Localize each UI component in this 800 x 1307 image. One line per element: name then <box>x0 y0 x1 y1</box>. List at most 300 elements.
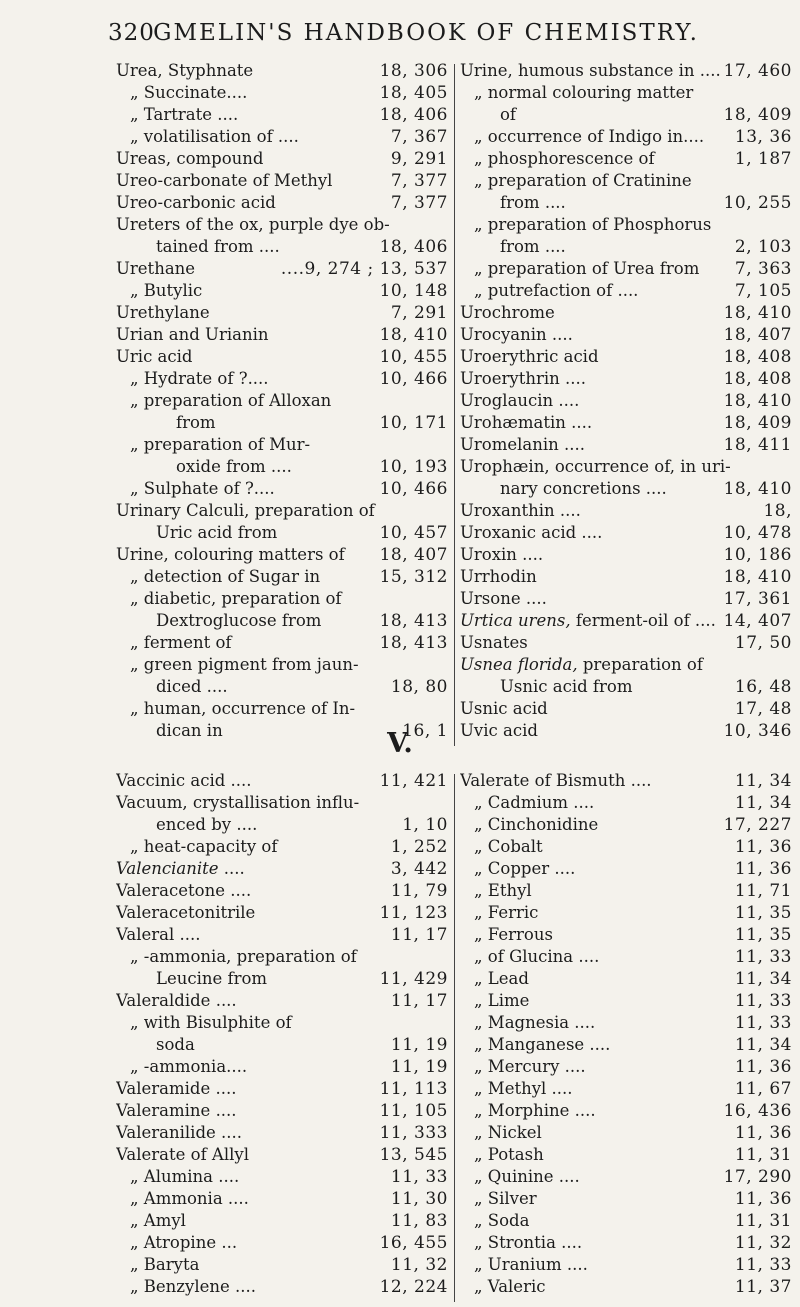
index-entry-term: „ Atropine ... <box>130 1233 238 1252</box>
index-entry <box>116 214 448 236</box>
index-entry-reference: 11, 33 <box>734 991 792 1011</box>
index-entry-term: Uric acid from <box>156 523 278 542</box>
index-entry <box>116 500 448 522</box>
index-entry <box>460 770 792 792</box>
index-entry-reference: 7, 367 <box>390 127 448 147</box>
index-entry-term: „ Strontia .... <box>474 1233 583 1252</box>
index-entry-reference: 18, 408 <box>723 347 792 367</box>
index-entry <box>116 478 448 500</box>
index-entry-term: „ preparation of Mur- <box>130 435 311 454</box>
index-entry <box>116 148 448 170</box>
index-entry-term: „ diabetic, preparation of <box>130 589 342 608</box>
index-entry-reference: 11, 31 <box>734 1145 792 1165</box>
index-entry-term: of <box>500 105 517 124</box>
index-entry-reference: 10, 193 <box>379 457 448 477</box>
index-entry <box>116 192 448 214</box>
index-entry-reference: 10, 478 <box>723 523 792 543</box>
index-entry-term: „ Silver <box>474 1189 537 1208</box>
index-entry-term: Urea, Styphnate <box>116 61 254 80</box>
column-divider <box>454 64 455 746</box>
index-entry <box>460 390 792 412</box>
index-entry-term: „ detection of Sugar in <box>130 567 321 586</box>
index-entry <box>460 1166 792 1188</box>
index-entry <box>460 946 792 968</box>
index-entry-reference: 7, 291 <box>390 303 448 323</box>
index-entry <box>116 1254 448 1276</box>
index-entry-reference: 11, 429 <box>379 969 448 989</box>
index-entry-term: „ occurrence of Indigo in.... <box>474 127 705 146</box>
index-entry-reference: 18, 411 <box>723 435 792 455</box>
index-entry <box>460 280 792 302</box>
index-entry-reference: 10, 186 <box>723 545 792 565</box>
index-entry <box>116 632 448 654</box>
index-entry-term: „ preparation of Phosphorus <box>474 215 712 234</box>
index-entry <box>116 126 448 148</box>
index-entry <box>460 236 792 258</box>
index-entry <box>116 412 448 434</box>
index-entry-term: Leucine from <box>156 969 268 988</box>
index-column-left <box>116 770 448 1298</box>
index-entry-term: „ Methyl .... <box>474 1079 573 1098</box>
index-entry <box>460 1144 792 1166</box>
index-entry-reference: 16, 1 <box>402 721 448 741</box>
index-entry-reference: 3, 442 <box>390 859 448 879</box>
index-entry-term: Uvic acid <box>460 721 538 740</box>
index-entry-reference: 7, 377 <box>390 193 448 213</box>
index-entry <box>116 858 448 880</box>
index-entry-reference: 17, 50 <box>734 633 792 653</box>
index-entry <box>460 588 792 610</box>
index-entry-reference: 18, 410 <box>723 391 792 411</box>
index-entry-term: „ normal colouring matter <box>474 83 694 102</box>
index-entry-term: Valeral .... <box>116 925 201 944</box>
index-entry-term: „ human, occurrence of In- <box>130 699 356 718</box>
index-entry-reference: 18, 405 <box>379 83 448 103</box>
index-entry-reference: 11, 17 <box>390 925 448 945</box>
index-entry-term: „ phosphorescence of <box>474 149 655 168</box>
index-entry-reference: 10, 148 <box>379 281 448 301</box>
index-entry-reference: 16, 48 <box>734 677 792 697</box>
index-entry <box>116 770 448 792</box>
index-entry-reference: 11, 35 <box>734 903 792 923</box>
index-entry <box>460 698 792 720</box>
index-entry-reference: 10, 255 <box>723 193 792 213</box>
index-entry-term: Valeramine .... <box>116 1101 237 1120</box>
index-entry-reference: 18, 410 <box>723 567 792 587</box>
index-entry-term: Dextroglucose from <box>156 611 322 630</box>
index-entry <box>460 478 792 500</box>
index-entry <box>116 1034 448 1056</box>
index-entry-reference: 2, 103 <box>734 237 792 257</box>
index-entry-reference: 14, 407 <box>723 611 792 631</box>
index-entry <box>460 544 792 566</box>
index-entry-term: „ -ammonia, preparation of <box>130 947 357 966</box>
index-entry <box>116 610 448 632</box>
running-title: GMELIN'S HANDBOOK OF CHEMISTRY. <box>153 20 699 46</box>
index-entry <box>116 924 448 946</box>
index-entry <box>116 302 448 324</box>
index-entry-term: Ureters of the ox, purple dye ob- <box>116 215 390 234</box>
index-entry-term: „ of Glucina .... <box>474 947 600 966</box>
index-entry-term: „ putrefaction of .... <box>474 281 639 300</box>
index-section-u <box>116 60 792 741</box>
index-entry <box>116 324 448 346</box>
index-entry-term: soda <box>156 1035 195 1054</box>
index-entry-term: enced by .... <box>156 815 258 834</box>
index-entry-term: „ Lime <box>474 991 530 1010</box>
index-entry-reference: 17, 48 <box>734 699 792 719</box>
index-entry <box>116 814 448 836</box>
index-entry-term: „ Ethyl <box>474 881 532 900</box>
index-entry-term: from .... <box>500 237 566 256</box>
index-entry <box>460 1254 792 1276</box>
index-entry <box>116 588 448 610</box>
index-entry-term: „ Mercury .... <box>474 1057 586 1076</box>
index-entry <box>460 1100 792 1122</box>
index-entry-term: diced .... <box>156 677 228 696</box>
index-entry <box>116 544 448 566</box>
index-entry-term: Urrhodin <box>460 567 537 586</box>
index-entry-term: „ preparation of Cratinine <box>474 171 692 190</box>
index-entry <box>460 1078 792 1100</box>
index-entry-term: „ green pigment from jaun- <box>130 655 359 674</box>
index-entry <box>116 1056 448 1078</box>
index-entry-term: Valencianite .... <box>116 859 245 878</box>
index-entry-term: Ureo-carbonate of Methyl <box>116 171 333 190</box>
index-entry <box>116 522 448 544</box>
index-entry-reference: 11, 35 <box>734 925 792 945</box>
index-entry <box>460 192 792 214</box>
index-entry-term: Urocyanin .... <box>460 325 573 344</box>
index-entry <box>460 610 792 632</box>
index-entry-term: „ Quinine .... <box>474 1167 580 1186</box>
index-entry-reference: 11, 32 <box>390 1255 448 1275</box>
index-entry-term: Urethylane <box>116 303 210 322</box>
index-entry-term: „ Potash <box>474 1145 544 1164</box>
index-entry-reference: 11, 33 <box>390 1167 448 1187</box>
index-entry <box>460 82 792 104</box>
index-entry-reference: 11, 34 <box>734 771 792 791</box>
index-entry <box>116 82 448 104</box>
index-entry-reference: 11, 17 <box>390 991 448 1011</box>
index-entry-reference: 11, 33 <box>734 1013 792 1033</box>
index-entry-reference: 18, 406 <box>379 105 448 125</box>
index-entry <box>116 104 448 126</box>
index-entry-term: „ volatilisation of .... <box>130 127 299 146</box>
index-entry-term: „ preparation of Urea from <box>474 259 700 278</box>
index-entry <box>460 346 792 368</box>
index-entry <box>460 1122 792 1144</box>
index-entry <box>116 456 448 478</box>
index-entry <box>460 1232 792 1254</box>
index-entry-reference: 18, 408 <box>723 369 792 389</box>
index-entry-term: „ preparation of Alloxan <box>130 391 332 410</box>
index-entry-term: „ Ammonia .... <box>130 1189 249 1208</box>
index-entry-term: Valerate of Allyl <box>116 1145 249 1164</box>
index-entry <box>116 280 448 302</box>
index-entry <box>460 258 792 280</box>
index-entry-reference: 11, 36 <box>734 1123 792 1143</box>
index-entry-reference: 10, 466 <box>379 369 448 389</box>
index-entry-reference: 18, 410 <box>379 325 448 345</box>
index-entry-term: from <box>176 413 216 432</box>
index-entry-reference: 11, 36 <box>734 837 792 857</box>
index-entry-reference: 16, 455 <box>379 1233 448 1253</box>
index-entry <box>116 880 448 902</box>
index-entry-reference: 10, 455 <box>379 347 448 367</box>
index-entry-term: Urine, humous substance in .... <box>460 61 721 80</box>
index-entry <box>460 676 792 698</box>
index-entry-term: Uromelanin .... <box>460 435 586 454</box>
index-entry-term: Usnates <box>460 633 528 652</box>
index-entry <box>116 792 448 814</box>
index-entry <box>460 1012 792 1034</box>
index-entry-term: „ Tartrate .... <box>130 105 239 124</box>
index-entry-reference: 11, 83 <box>390 1211 448 1231</box>
index-entry <box>460 1056 792 1078</box>
index-entry <box>116 990 448 1012</box>
index-entry-term: Valeranilide .... <box>116 1123 243 1142</box>
index-entry <box>116 698 448 720</box>
index-entry-reference: 7, 363 <box>734 259 792 279</box>
index-entry-reference: 11, 333 <box>379 1123 448 1143</box>
index-entry-term: Vacuum, crystallisation influ- <box>116 793 360 812</box>
index-entry-reference: 1, 10 <box>402 815 448 835</box>
index-entry-reference: 11, 67 <box>734 1079 792 1099</box>
index-entry-term: „ heat-capacity of <box>130 837 278 856</box>
index-entry-term: Valerate of Bismuth .... <box>460 771 652 790</box>
page-number: 320 <box>108 20 155 46</box>
index-entry <box>116 946 448 968</box>
index-entry <box>116 170 448 192</box>
index-entry-term: „ Amyl <box>130 1211 186 1230</box>
index-entry <box>116 258 448 280</box>
index-entry-term: Valeraldide .... <box>116 991 237 1010</box>
index-entry <box>460 302 792 324</box>
index-entry-term: Usnic acid from <box>500 677 633 696</box>
index-entry-term: Uroxanic acid .... <box>460 523 603 542</box>
index-entry-term: Urian and Urianin <box>116 325 269 344</box>
index-entry <box>460 1210 792 1232</box>
index-entry-term: Uroerythric acid <box>460 347 599 366</box>
index-entry-reference: 11, 123 <box>379 903 448 923</box>
index-entry-term: „ Lead <box>474 969 529 988</box>
index-column-left <box>116 60 448 742</box>
index-entry-term: Urophæin, occurrence of, in uri- <box>460 457 731 476</box>
index-entry-reference: 18, 413 <box>379 633 448 653</box>
index-entry-term: Usnic acid <box>460 699 548 718</box>
index-entry-reference: 10, 346 <box>723 721 792 741</box>
index-entry <box>116 836 448 858</box>
index-entry <box>460 836 792 858</box>
index-column-right <box>460 60 792 742</box>
index-entry-reference: 18, 80 <box>390 677 448 697</box>
index-entry <box>116 566 448 588</box>
index-entry <box>460 1188 792 1210</box>
index-entry-reference: 11, 37 <box>734 1277 792 1297</box>
index-entry-reference: 11, 421 <box>379 771 448 791</box>
index-entry-reference: 17, 227 <box>723 815 792 835</box>
index-entry-term: „ Copper .... <box>474 859 576 878</box>
index-entry-term: „ Cadmium .... <box>474 793 595 812</box>
index-entry-reference: 18, 410 <box>723 479 792 499</box>
index-entry-term: Ureas, compound <box>116 149 264 168</box>
index-entry-reference: 7, 377 <box>390 171 448 191</box>
index-entry <box>116 390 448 412</box>
index-entry-reference: 11, 19 <box>390 1057 448 1077</box>
index-entry <box>116 1166 448 1188</box>
index-entry-term: Urohæmatin .... <box>460 413 593 432</box>
index-entry-reference: ....9, 274 ; 13, 537 <box>280 259 448 279</box>
index-entry-reference: 17, 361 <box>723 589 792 609</box>
index-entry-reference: 13, 36 <box>734 127 792 147</box>
index-entry-term: Ureo-carbonic acid <box>116 193 276 212</box>
index-entry-reference: 16, 436 <box>723 1101 792 1121</box>
index-entry-term: „ Butylic <box>130 281 203 300</box>
index-entry-term: Uroerythrin .... <box>460 369 586 388</box>
index-entry <box>460 924 792 946</box>
index-entry <box>116 1122 448 1144</box>
index-entry-term: „ Soda <box>474 1211 530 1230</box>
index-entry-term: „ Sulphate of ?.... <box>130 479 275 498</box>
index-entry-reference: 10, 466 <box>379 479 448 499</box>
index-entry-reference: 10, 457 <box>379 523 448 543</box>
index-entry <box>116 654 448 676</box>
index-entry-term: „ -ammonia.... <box>130 1057 248 1076</box>
index-entry-reference: 17, 290 <box>723 1167 792 1187</box>
index-entry-term: Vaccinic acid .... <box>116 771 252 790</box>
index-column-right <box>460 770 792 1298</box>
index-entry <box>460 654 792 676</box>
index-entry-term: Valeramide .... <box>116 1079 237 1098</box>
section-letter-v: V. <box>387 728 413 759</box>
index-entry <box>116 968 448 990</box>
index-entry-reference: 11, 71 <box>734 881 792 901</box>
index-entry <box>460 1034 792 1056</box>
index-entry-term: Valeracetone .... <box>116 881 252 900</box>
index-entry-reference: 11, 34 <box>734 1035 792 1055</box>
index-entry <box>460 902 792 924</box>
index-entry-reference: 11, 31 <box>734 1211 792 1231</box>
index-entry <box>116 1012 448 1034</box>
index-entry-term: Uroxanthin .... <box>460 501 581 520</box>
index-entry <box>116 1078 448 1100</box>
index-entry-term: Valeracetonitrile <box>116 903 256 922</box>
index-entry-term: Urinary Calculi, preparation of <box>116 501 375 520</box>
index-entry <box>460 522 792 544</box>
index-entry <box>460 968 792 990</box>
index-entry-term: Uroxin .... <box>460 545 544 564</box>
index-entry-reference: 12, 224 <box>379 1277 448 1297</box>
index-entry-reference: 10, 171 <box>379 413 448 433</box>
index-entry <box>460 566 792 588</box>
index-entry <box>116 346 448 368</box>
index-entry <box>116 902 448 924</box>
index-entry-reference: 1, 252 <box>390 837 448 857</box>
index-entry-reference: 18, 407 <box>723 325 792 345</box>
index-entry <box>116 236 448 258</box>
index-entry <box>460 792 792 814</box>
index-entry <box>460 858 792 880</box>
index-entry-reference: 1, 187 <box>734 149 792 169</box>
index-entry-reference: 11, 33 <box>734 1255 792 1275</box>
index-entry <box>460 324 792 346</box>
index-entry <box>460 60 792 82</box>
index-entry-term: „ Hydrate of ?.... <box>130 369 269 388</box>
index-entry-term: „ Benzylene .... <box>130 1277 256 1296</box>
index-entry-reference: 11, 113 <box>379 1079 448 1099</box>
index-entry-term: Urtica urens, ferment-oil of .... <box>460 611 716 630</box>
index-entry <box>116 676 448 698</box>
index-entry-reference: 18, 409 <box>723 105 792 125</box>
index-entry-reference: 18, <box>763 501 792 521</box>
index-entry-term: nary concretions .... <box>500 479 667 498</box>
index-entry-term: tained from .... <box>156 237 280 256</box>
index-entry <box>116 60 448 82</box>
index-entry <box>116 1188 448 1210</box>
index-entry-term: „ Succinate.... <box>130 83 248 102</box>
index-entry-reference: 11, 36 <box>734 859 792 879</box>
index-entry-term: Ursone .... <box>460 589 547 608</box>
index-entry <box>460 214 792 236</box>
index-entry-reference: 11, 33 <box>734 947 792 967</box>
index-entry <box>460 126 792 148</box>
column-divider <box>454 774 455 1302</box>
index-entry <box>116 1276 448 1298</box>
index-entry-term: „ Cinchonidine <box>474 815 599 834</box>
index-entry <box>460 104 792 126</box>
index-entry <box>116 1210 448 1232</box>
index-entry-term: „ Ferric <box>474 903 539 922</box>
index-entry-term: „ ferment of <box>130 633 232 652</box>
index-entry <box>460 434 792 456</box>
index-entry-term: „ with Bisulphite of <box>130 1013 292 1032</box>
index-entry <box>116 368 448 390</box>
index-entry <box>460 632 792 654</box>
index-entry-reference: 11, 19 <box>390 1035 448 1055</box>
index-entry <box>460 170 792 192</box>
index-entry <box>460 148 792 170</box>
index-entry-reference: 11, 79 <box>390 881 448 901</box>
index-entry <box>460 412 792 434</box>
index-entry-reference: 18, 410 <box>723 303 792 323</box>
index-entry-term: Uric acid <box>116 347 193 366</box>
index-entry-term: „ Manganese .... <box>474 1035 611 1054</box>
index-section-v <box>116 770 792 1297</box>
index-entry <box>460 456 792 478</box>
index-entry-term: oxide from .... <box>176 457 292 476</box>
index-entry-reference: 18, 406 <box>379 237 448 257</box>
index-entry-term: „ Morphine .... <box>474 1101 596 1120</box>
index-entry-term: „ Alumina .... <box>130 1167 240 1186</box>
index-entry-term: Urochrome <box>460 303 555 322</box>
index-entry-reference: 9, 291 <box>390 149 448 169</box>
index-entry-reference: 18, 306 <box>379 61 448 81</box>
index-entry-reference: 11, 32 <box>734 1233 792 1253</box>
index-entry-term: „ Cobalt <box>474 837 543 856</box>
index-entry <box>460 814 792 836</box>
index-entry-reference: 11, 34 <box>734 793 792 813</box>
index-entry-reference: 11, 105 <box>379 1101 448 1121</box>
index-entry-term: „ Baryta <box>130 1255 200 1274</box>
index-entry-reference: 17, 460 <box>723 61 792 81</box>
index-entry <box>460 990 792 1012</box>
index-entry-term: „ Nickel <box>474 1123 542 1142</box>
index-entry <box>460 1276 792 1298</box>
index-entry-reference: 18, 407 <box>379 545 448 565</box>
index-entry-reference: 11, 36 <box>734 1057 792 1077</box>
index-entry <box>116 434 448 456</box>
